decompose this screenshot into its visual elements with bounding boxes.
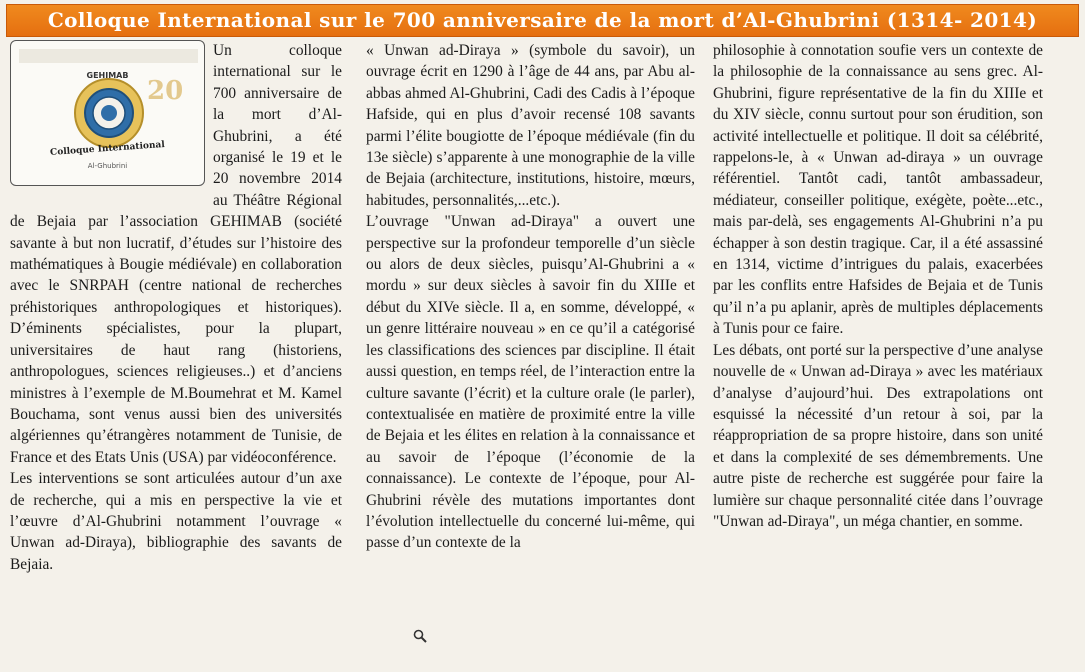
col3-paragraph-1: philosophie à connotation soufie vers un contexte de la philosophie de la connaissance au sens grec. Al-Ghubrini, figure représentative de la fin du XIIIe et du XIV siècle, connu surtout pour son érudition, son activité intellectuelle et politique. Il doit sa célébrité, rappelons-le, à « Unwan ad-diraya » un ouvrage référentiel. Tantôt cadi, tantôt ambassadeur, médiateur, conseiller politique, exégète, poète...etc., mais par-delà, ses engagements Al-Ghubrini n’a pu échapper à son destin tragique. Car, il a été assassiné en 1314, victime d’intrigues du palais, exacerbées par les conflits entre Hafsides de Bejaia et de Tunis qu’il n’a pu aplanir, après de multiples déplacements à Tunis pour ce faire. bbox=[713, 42, 1043, 338]
col1-paragraph-1: Un colloque international sur le 700 anniversaire de la mort d’Al-Ghubrini, a été organisé le 19 et le 20 novembre 2014 au Théâtre Régional de Bejaia par l’association GEHIMAB (société savante à but non lucratif, d’études sur l’histoire des mathématiques à Bougie médiévale) en collaboration avec le SNRPAH (centre national de recherches préhistoriques anthropologiques et historiques). D’éminents spécialistes, pour la plupart, universitaires de haut rang (historiens, anthropologues, sciences religieuses..) et d’anciens ministres à l’exemple de M.Boumehrat et M. Kamel Bouchama, sont venus aussi bien des universités algériennes qu’étrangères notamment de Tunisie, de France et des Etats Unis (USA) par vidéoconférence. bbox=[10, 42, 342, 466]
article-banner bbox=[6, 4, 1079, 37]
article-title: Colloque International sur le 700 anniversaire de la mort d’Al-Ghubrini (1314- 2014) bbox=[47, 8, 1038, 32]
col2-paragraph-1: « Unwan ad-Diraya » (symbole du savoir), un ouvrage écrit en 1290 à l’âge de 44 ans, par Abu al-abbas ahmed Al-Ghubrini, Cadi des Cadis à l’époque Hafside, qui en plus d’avoir recensé 108 savants parmi l’élite bougiotte de l’époque médiévale (fin du 13e siècle) s’apparente à une monographie de la ville de Bejaia (architecture, institutions, histoire, mœurs, habitudes, personnalités,...etc.). bbox=[366, 42, 695, 209]
col1-paragraph-2: Les interventions se sont articulées autour d’un axe de recherche, qui a mis en perspective la vie et l’œuvre d’Al-Ghubrini notamment l’ouvrage « Unwan ad-Diraya), bibliographie des savants de Bejaia. bbox=[10, 470, 342, 573]
svg-text:20: 20 bbox=[147, 76, 184, 106]
col3-paragraph-2: Les débats, ont porté sur la perspective d’une analyse nouvelle de « Unwan ad-Diraya » avec les matériaux d’analyse d’aujourd’hui. Des extrapolations ont esquissé la nécessité d’un retour à soi, par la réappropriation de sa propre histoire, dans son unité et dans la complexité de ses démembrements. Une autre piste de recherche est suggérée pour faire la lumière sur chaque personnalité citée dans l’ouvrage "Unwan ad-Diraya", un méga chantier, en somme. bbox=[713, 341, 1043, 530]
column-3 bbox=[713, 40, 1043, 532]
logo-colloque-label: Colloque International bbox=[49, 140, 166, 158]
logo-subtitle: Al-Ghubrini bbox=[87, 162, 128, 170]
column-2 bbox=[366, 40, 695, 554]
zoom-cursor-icon bbox=[413, 629, 427, 643]
colloque-logo bbox=[10, 40, 205, 186]
logo-name: GEHIMAB bbox=[86, 71, 129, 80]
col2-paragraph-2: L’ouvrage "Unwan ad-Diraya" a ouvert une perspective sur la profondeur temporelle d’un siècle ou alors de deux siècles, puisqu’Al-Ghubrini a « mordu » sur deux siècles à savoir fin du XIIIe et début du XIVe siècle. Il a, en somme, développé, « un genre littéraire nouveau » en ce qu’il a catégorisé les classifications des sciences par discipline. Il était aussi question, en temps réel, de l’interaction entre la culture savante (l’écrit) et la culture orale (le parler), contextualisée en matière de proximité entre la ville de Bejaia et les élites en relation à la connaissance et au savoir de l’époque (l’économie de la connaissance). Le contexte de l’époque, pour Al-Ghubrini révèle des mutations importantes dont l’évolution intellectuelle du concerné lui-même, qui passe d’un contexte de la bbox=[366, 213, 695, 552]
column-1 bbox=[10, 40, 342, 575]
